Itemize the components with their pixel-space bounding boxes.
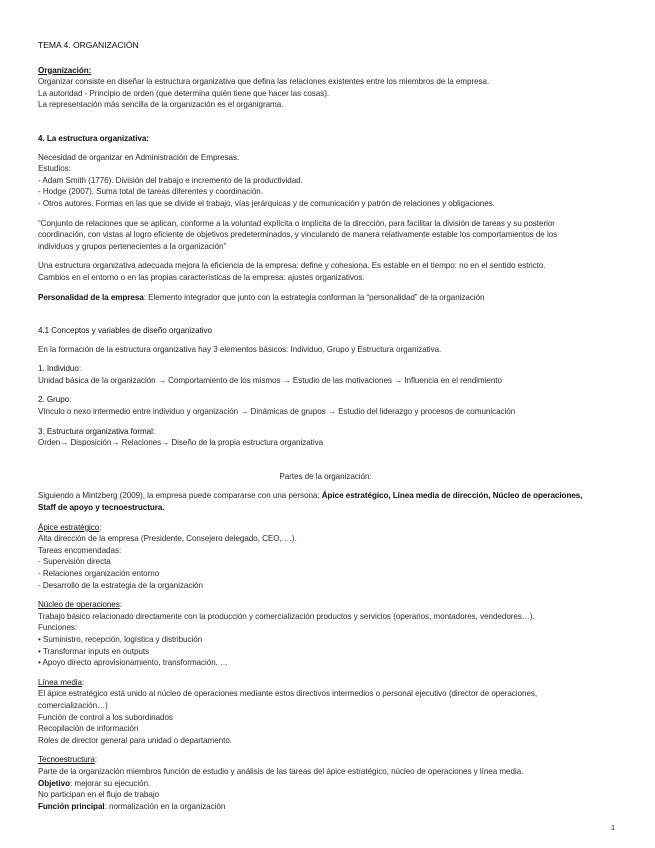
linea-line: El ápice estratégico está unido al núcleo de operaciones mediante estos directivos intermedios o personal ejecutivo (director de operaciones,	[38, 689, 538, 699]
estructura-line: Estudios:	[38, 164, 71, 174]
nucleo-line: • Apoyo directo aprovisionamiento, transformación, …	[38, 658, 229, 668]
nucleo-heading: Núcleo de operaciones	[38, 600, 120, 610]
organizacion-line: Organizar consiste en diseñar la estructura organizativa que defina las relaciones existentes entre los miembros de la empresa.	[38, 77, 490, 87]
tecno-funcion-line: Función principal: normalización en la organización	[38, 801, 226, 811]
concepto-item-individuo: 1. Individuo:	[38, 364, 82, 374]
page-number: 1	[610, 823, 615, 832]
estructura-line: - Otros autores. Formas en las que se divide el trabajo, vías jerárquicas y de comunicación y patrón de relaciones y obligaciones.	[38, 198, 495, 208]
tecno-objetivo-line: Objetivo: mejorar su ejecución.	[38, 778, 151, 788]
definition-quote: coordinación, con vistas al logro eficiente de objetivos predeterminados, y vinculando de manera relativamente estable los comportamientos de los	[38, 230, 558, 240]
linea-line: Recopilación de información	[38, 724, 139, 734]
partes-heading: Partes de la organización:	[279, 471, 372, 481]
concepto-item-estructura: 3. Estructura organizativa formal:	[38, 426, 156, 436]
concepto-text: Unidad básica de la organización → Comportamiento de los mismos → Estudio de las motivaciones → Influencia en el rendimiento	[38, 375, 502, 385]
personalidad-text: : Elemento integrador que junto con la estrategia conforman la “personalidad” de la organización	[143, 292, 485, 302]
organizacion-line: La autoridad - Principio de orden (que determina quién tiene que hacer las cosas).	[38, 88, 330, 98]
tecno-heading-line: Tecnoestructura:	[38, 755, 98, 765]
concepto-label: 1. Individuo	[38, 364, 79, 374]
partes-intro: Siguiendo a Mintzberg (2009), la empresa puede compararse con una persona: Ápice estratégico, Línea media de dirección, Núcleo de operaciones,	[38, 491, 583, 501]
objetivo-label: Objetivo	[38, 778, 70, 788]
funcion-label: Función principal	[38, 801, 105, 811]
apice-heading-line: Ápice estratégico:	[38, 522, 102, 532]
apice-heading: Ápice estratégico	[38, 522, 100, 532]
nucleo-line: • Transformar inputs en outputs	[38, 646, 150, 656]
document-page	[38, 40, 613, 812]
concepto-label: 2. Grupo	[38, 395, 70, 405]
concepto-text: Vínculo o nexo intermedio entre individuo y organización → Dinámicas de grupos → Estudio del liderazgo y procesos de comunicación	[38, 407, 516, 417]
estructura-line: - Adam Smith (1776). División del trabajo e incremento de la productividad.	[38, 175, 303, 185]
linea-line: Función de control a los subordinados	[38, 712, 173, 722]
adequate-structure-line: Cambios en el entorno o en las propias características de la empresa: ajustes organizativos.	[38, 272, 365, 282]
apice-line: Alta dirección de la empresa (Presidente, Consejero delegado, CEO, …).	[38, 534, 297, 544]
linea-line: comercialización…)	[38, 700, 108, 710]
estructura-heading: 4. La estructura organizativa:	[38, 133, 149, 143]
estructura-line: Necesidad de organizar en Administración de Empresas.	[38, 152, 240, 162]
apice-line: - Supervisión directa	[38, 557, 111, 567]
linea-heading-line: Línea media:	[38, 677, 85, 687]
apice-line: - Relaciones organización entorno	[38, 569, 160, 578]
nucleo-line: Trabajo básico relacionado directamente con la producción y comercialización productos y servicios (operarios, montadores, vendedores…).	[38, 611, 535, 621]
linea-line: Roles de director general para unidad o departamento.	[38, 735, 232, 745]
tecno-line: No participan en el flujo de trabajo	[38, 790, 160, 800]
personalidad-line	[38, 292, 613, 304]
partes-intro-cont: Staff de apoyo y tecnoestructura.	[38, 503, 165, 513]
tecno-line: Parte de la organización miembros función de estudio y análisis de las tareas del ápice estratégico, núcleo de operaciones y línea media.	[38, 766, 524, 776]
nucleo-heading-line: Núcleo de operaciones:	[38, 600, 122, 610]
estructura-line: - Hodge (2007). Suma total de tareas diferentes y coordinación.	[38, 187, 263, 197]
conceptos-heading: 4.1 Conceptos y variables de diseño organizativo	[38, 326, 212, 336]
tecno-heading: Tecnoestructura	[38, 755, 95, 765]
organizacion-line: La representación más sencilla de la organización es el organigrama.	[38, 100, 284, 110]
organizacion-heading: Organización:	[38, 65, 92, 75]
personalidad-label: Personalidad de la empresa	[38, 292, 144, 302]
definition-quote: “Conjunto de relaciones que se aplican, conforme a la voluntad explícita o implícita de la dirección, para facilitar la división de tareas y su posterior	[38, 218, 555, 228]
concepto-text: Orden→ Disposición→ Relaciones→ Diseño de la propia estructura organizativa	[38, 438, 324, 448]
document-title: TEMA 4. ORGANIZACIÓN	[38, 40, 139, 50]
apice-line: Tareas encomendadas:	[38, 545, 122, 555]
nucleo-line: • Suministro, recepción, logística y distribución	[38, 634, 203, 644]
apice-line: - Desarrollo de la estrategia de la organización	[38, 580, 203, 590]
linea-heading: Línea media	[38, 677, 82, 687]
conceptos-intro: En la formación de la estructura organizativa hay 3 elementos básicos: Individuo, Grupo y Estructura organizativa.	[38, 344, 442, 354]
nucleo-line: Funciones:	[38, 623, 78, 633]
concepto-label: 3. Estructura organizativa formal	[38, 426, 153, 436]
definition-quote: individuos y grupos pertenecientes a la organización”	[38, 241, 227, 251]
adequate-structure-line: Una estructura organizativa adecuada mejora la eficiencia de la empresa: define y cohesiona. Es estable en el tiempo: no en el sentido estricto.	[38, 261, 546, 271]
concepto-item-grupo: 2. Grupo:	[38, 395, 72, 405]
